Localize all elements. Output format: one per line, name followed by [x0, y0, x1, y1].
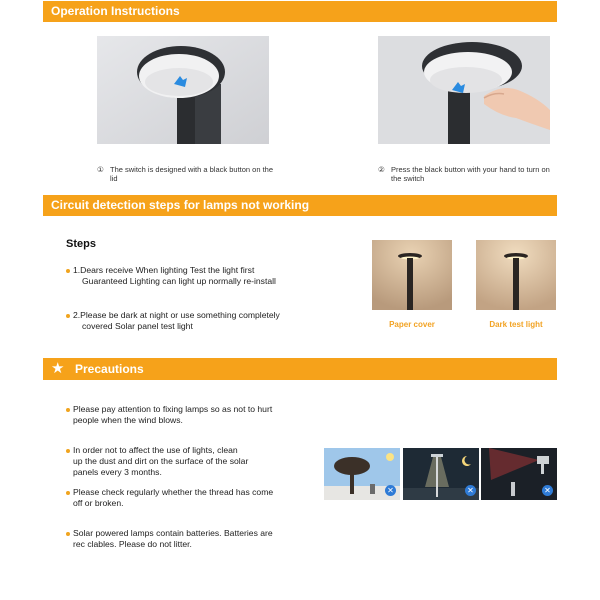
- precaution-2: [66, 445, 326, 481]
- bullet-dot: [66, 408, 70, 412]
- circuit-step-1: [66, 265, 326, 289]
- precaution-2-line3: panels every 3 months.: [73, 467, 162, 477]
- circuit-step-1-line2: Guaranteed Lighting can light up normally re-install: [82, 276, 276, 286]
- precaution-1: [66, 404, 326, 428]
- precautions-title: Precautions: [75, 362, 144, 376]
- circuit-step-1-line1: 1.Dears receive When lighting Test the light first: [73, 265, 255, 275]
- bullet-dot: [66, 449, 70, 453]
- precaution-1-line1: Please pay attention to fixing lamps so as not to hurt: [73, 404, 273, 414]
- operation-instructions-header: [43, 1, 557, 22]
- precaution-3-line2: off or broken.: [73, 498, 124, 508]
- bullet-dot: [66, 491, 70, 495]
- close-icon: ✕: [465, 485, 476, 496]
- bullet-dot: [66, 269, 70, 273]
- step1-caption: [97, 165, 297, 185]
- circuit-detection-title: Circuit detection steps for lamps not working: [51, 198, 310, 212]
- bullet-dot: [66, 314, 70, 318]
- precautions-header: [43, 358, 557, 380]
- dark-test-light-caption: Dark test light: [489, 320, 543, 329]
- paper-cover-photo: [372, 240, 452, 310]
- step1-text: The switch is designed with a black button on the lid: [110, 165, 274, 183]
- step2-number: ②: [378, 165, 385, 174]
- star-icon: ★: [51, 360, 65, 377]
- step1-number: ①: [97, 165, 104, 174]
- close-icon: ✕: [542, 485, 553, 496]
- lamp-lid-button-photo: [97, 36, 269, 144]
- precaution-1-line2: people when the wind blows.: [73, 415, 183, 425]
- hand-press-button-photo: [378, 36, 550, 144]
- step2-text: Press the black button with your hand to turn on the switch: [391, 165, 550, 183]
- circuit-step-2: [66, 310, 326, 334]
- step2-caption: [378, 165, 578, 185]
- precaution-4: [66, 528, 326, 552]
- circuit-step-2-line2: covered Solar panel test light: [82, 321, 193, 331]
- close-icon: ✕: [385, 485, 396, 496]
- precaution-2-line1: In order not to affect the use of lights, clean: [73, 445, 238, 455]
- dark-test-light-photo: [476, 240, 556, 310]
- precaution-4-line1: Solar powered lamps contain batteries. Batteries are: [73, 528, 273, 538]
- precaution-3: [66, 487, 326, 511]
- precaution-4-line2: rec clables. Please do not litter.: [73, 539, 192, 549]
- circuit-detection-header: [43, 195, 557, 216]
- paper-cover-caption: Paper cover: [389, 320, 435, 329]
- bullet-dot: [66, 532, 70, 536]
- precaution-3-line1: Please check regularly whether the thread has come: [73, 487, 274, 497]
- precaution-2-line2: up the dust and dirt on the surface of the solar: [73, 456, 249, 466]
- operation-instructions-title: Operation Instructions: [51, 4, 180, 18]
- steps-title: Steps: [66, 238, 96, 250]
- circuit-step-2-line1: 2.Please be dark at night or use something completely: [73, 310, 280, 320]
